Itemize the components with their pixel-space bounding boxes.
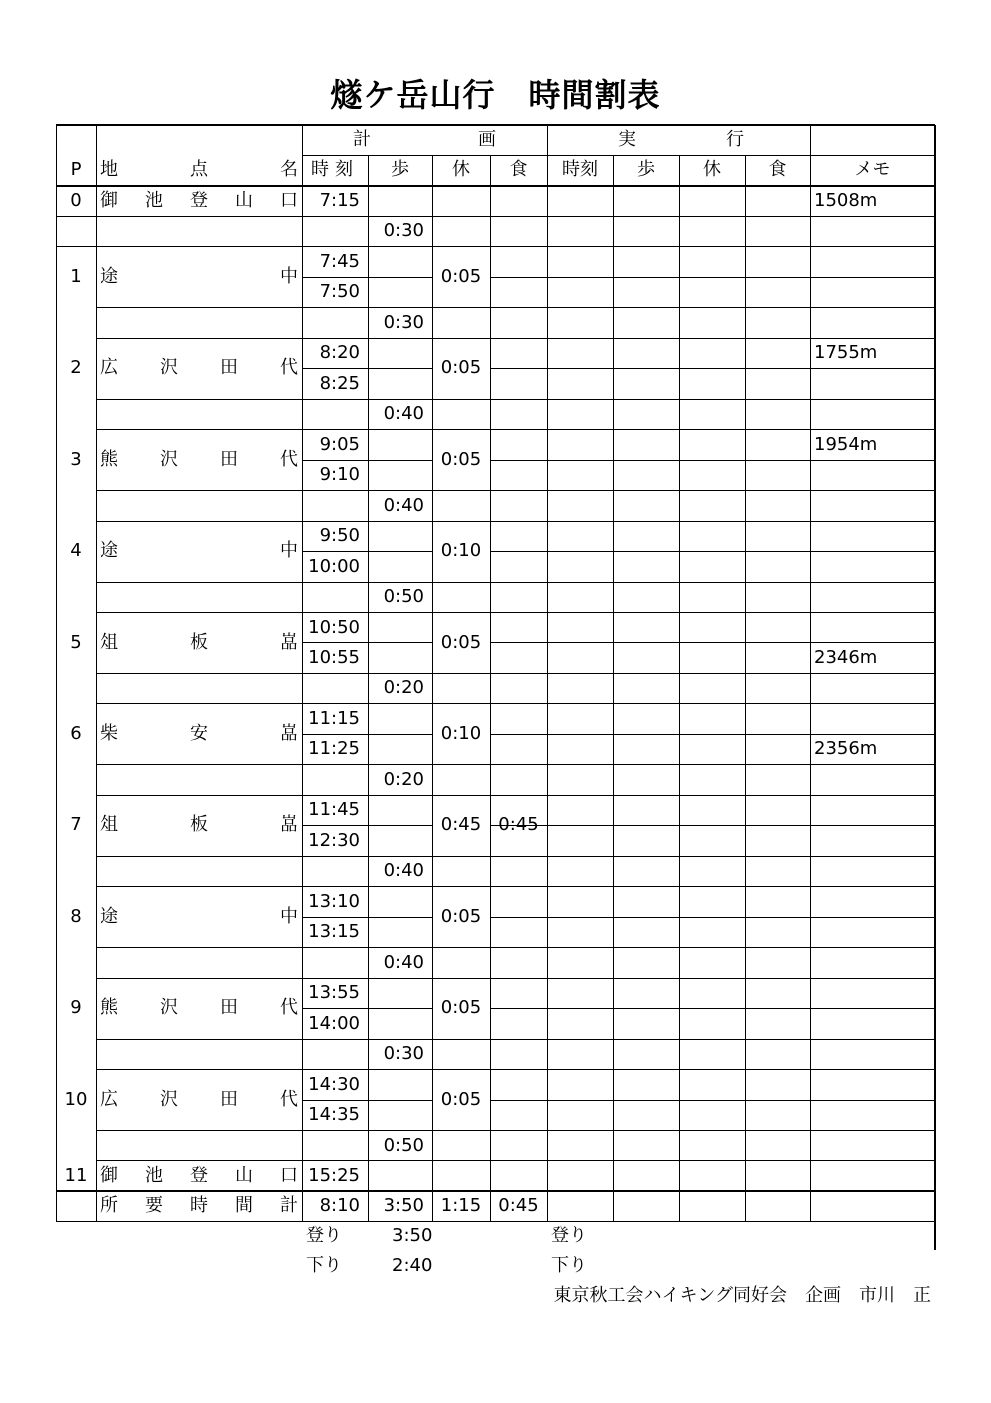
plan-time: 8:25 xyxy=(319,372,360,394)
row-line xyxy=(490,917,935,918)
point-place-name-char: 中 xyxy=(280,905,298,927)
plan-rest: 0:05 xyxy=(440,905,482,927)
col-header-actual-time: 時刻 xyxy=(562,159,598,181)
point-place-name-char: 田 xyxy=(220,448,238,470)
point-place-name-char: 池 xyxy=(145,1164,163,1186)
point-place-name-char: 板 xyxy=(190,814,208,836)
point-place-name xyxy=(96,430,302,491)
point-place-name-char: 代 xyxy=(280,448,298,470)
point-place-name-char: 田 xyxy=(220,1088,238,1110)
col-header-p: P xyxy=(70,159,82,181)
summary-up-value: 3:50 xyxy=(392,1225,433,1246)
point-place-name-char: 沢 xyxy=(160,1088,178,1110)
point-number: 0 xyxy=(70,189,82,211)
point-place-name-char: 口 xyxy=(280,189,298,211)
total-time: 8:10 xyxy=(319,1195,360,1217)
grid-line xyxy=(613,155,614,1221)
plan-food: 0:45 xyxy=(498,814,539,836)
col-header-actual-rest: 休 xyxy=(703,159,721,181)
point-place-name-char: 沢 xyxy=(160,997,178,1019)
point-place-name-char: 嵓 xyxy=(280,631,298,653)
memo-value: 1755m xyxy=(814,342,878,364)
plan-time: 14:35 xyxy=(308,1104,360,1126)
total-food: 0:45 xyxy=(498,1195,539,1217)
plan-time: 8:20 xyxy=(319,342,360,364)
point-place-name-char: 池 xyxy=(145,189,163,211)
grid-line xyxy=(745,155,746,1221)
col-header-walk: 歩 xyxy=(391,159,409,181)
plan-walk: 0:40 xyxy=(383,403,424,425)
point-place-name-char: 登 xyxy=(190,1164,208,1186)
summary-actual-up-label: 登り xyxy=(551,1225,587,1246)
plan-time: 7:45 xyxy=(319,250,360,272)
point-place-name xyxy=(96,521,302,582)
plan-time: 14:00 xyxy=(308,1012,360,1034)
grid-line xyxy=(810,125,811,1222)
col-header-actual-food: 食 xyxy=(768,159,787,181)
plan-header xyxy=(302,125,547,155)
plan-time: 9:05 xyxy=(319,433,360,455)
col-header-place-char: 名 xyxy=(280,159,298,181)
point-place-name-char: 熊 xyxy=(100,448,118,470)
plan-walk: 0:20 xyxy=(383,768,424,790)
point-place-name-char: 安 xyxy=(190,722,208,744)
point-place-name xyxy=(96,1070,302,1131)
plan-walk: 0:30 xyxy=(383,220,424,242)
plan-time: 9:10 xyxy=(319,464,360,486)
grid-line xyxy=(547,125,548,1222)
total-walk: 3:50 xyxy=(383,1195,424,1217)
plan-rest: 0:05 xyxy=(440,631,482,653)
plan-walk: 0:50 xyxy=(383,586,424,608)
plan-rest: 0:05 xyxy=(440,357,482,379)
summary-down-value: 2:40 xyxy=(392,1255,433,1276)
point-place-name-char: 熊 xyxy=(100,997,118,1019)
plan-rest: 0:05 xyxy=(440,997,482,1019)
point-place-name-char: 広 xyxy=(100,1088,118,1110)
grid-line xyxy=(679,155,680,1221)
point-place-name xyxy=(96,338,302,399)
plan-time: 12:30 xyxy=(308,829,360,851)
point-number: 2 xyxy=(70,357,82,379)
plan-time: 13:55 xyxy=(308,982,360,1004)
point-place-name-char: 口 xyxy=(280,1164,298,1186)
plan-time: 11:25 xyxy=(308,738,360,760)
point-number: 6 xyxy=(70,722,82,744)
plan-rest: 0:05 xyxy=(440,448,482,470)
point-place-name-char: 途 xyxy=(100,540,118,562)
total-label-char: 要 xyxy=(145,1195,163,1217)
point-number: 11 xyxy=(64,1164,88,1186)
summary-actual-down-label: 下り xyxy=(551,1255,587,1276)
plan-rest: 0:05 xyxy=(440,265,482,287)
point-number: 7 xyxy=(70,814,82,836)
point-place-name xyxy=(96,887,302,948)
plan-time: 10:55 xyxy=(308,646,360,668)
memo-value: 1954m xyxy=(814,433,878,455)
plan-rest: 0:05 xyxy=(440,1088,482,1110)
point-number: 9 xyxy=(70,997,82,1019)
plan-time: 10:50 xyxy=(308,616,360,638)
point-place-name-char: 代 xyxy=(280,997,298,1019)
row-line xyxy=(490,551,935,552)
point-place-name xyxy=(96,1161,302,1191)
point-number: 5 xyxy=(70,631,82,653)
plan-header-char: 画 xyxy=(478,129,496,150)
plan-walk: 0:30 xyxy=(383,311,424,333)
point-place-name-char: 代 xyxy=(280,1088,298,1110)
plan-header-char: 計 xyxy=(353,129,371,150)
point-place-name-char: 俎 xyxy=(100,814,118,836)
plan-time: 7:50 xyxy=(319,281,360,303)
col-header-rest: 休 xyxy=(452,159,470,181)
point-place-name-char: 俎 xyxy=(100,631,118,653)
plan-time: 11:15 xyxy=(308,707,360,729)
plan-time: 15:25 xyxy=(308,1164,360,1186)
plan-time: 13:10 xyxy=(308,890,360,912)
total-label-char: 計 xyxy=(280,1195,298,1217)
point-place-name-char: 沢 xyxy=(160,357,178,379)
point-place-name-char: 代 xyxy=(280,357,298,379)
col-header-memo: メモ xyxy=(854,159,891,181)
credit-line: 東京秋工会ハイキング同好会 企画 市川 正 xyxy=(553,1285,931,1306)
plan-time: 9:50 xyxy=(319,525,360,547)
row-line xyxy=(490,1100,935,1101)
col-header-food: 食 xyxy=(509,159,528,181)
page-title: 燧ケ岳山行 時間割表 xyxy=(330,76,661,114)
plan-walk: 0:40 xyxy=(383,494,424,516)
plan-rest: 0:10 xyxy=(440,540,482,562)
plan-time: 14:30 xyxy=(308,1073,360,1095)
point-place-name-char: 田 xyxy=(220,997,238,1019)
memo-value: 1508m xyxy=(814,189,878,211)
memo-value: 2346m xyxy=(814,646,878,668)
plan-time: 13:15 xyxy=(308,921,360,943)
plan-time: 10:00 xyxy=(308,555,360,577)
point-place-name-char: 柴 xyxy=(100,722,118,744)
point-place-name xyxy=(96,247,302,308)
point-place-name xyxy=(96,186,302,216)
col-header-actual-walk: 歩 xyxy=(637,159,655,181)
summary-down-label: 下り xyxy=(306,1255,342,1276)
col-header-place-char: 点 xyxy=(190,159,208,181)
point-place-name-char: 広 xyxy=(100,357,118,379)
total-rest: 1:15 xyxy=(440,1195,482,1217)
total-label xyxy=(96,1191,302,1221)
grid-line xyxy=(490,155,491,1221)
total-label-char: 所 xyxy=(100,1195,118,1217)
point-place-name-char: 中 xyxy=(280,540,298,562)
point-place-name-char: 山 xyxy=(235,1164,253,1186)
row-line xyxy=(490,1008,935,1009)
actual-header-char: 行 xyxy=(726,129,744,150)
point-place-name-char: 中 xyxy=(280,265,298,287)
plan-walk: 0:40 xyxy=(383,860,424,882)
summary-up-label: 登り xyxy=(306,1225,342,1246)
plan-walk: 0:50 xyxy=(383,1134,424,1156)
point-place-name xyxy=(96,704,302,765)
point-number: 1 xyxy=(70,265,82,287)
point-place-name xyxy=(96,978,302,1039)
plan-rest: 0:45 xyxy=(440,814,482,836)
point-number: 8 xyxy=(70,905,82,927)
plan-walk: 0:40 xyxy=(383,951,424,973)
point-place-name-char: 田 xyxy=(220,357,238,379)
point-place-name-char: 嵓 xyxy=(280,814,298,836)
plan-rest: 0:10 xyxy=(440,722,482,744)
point-place-name-char: 途 xyxy=(100,905,118,927)
point-place-name-char: 山 xyxy=(235,189,253,211)
point-place-name-char: 嵓 xyxy=(280,722,298,744)
col-header-place-char: 地 xyxy=(100,159,118,181)
row-line xyxy=(490,277,935,278)
point-place-name xyxy=(96,795,302,856)
row-line xyxy=(490,825,935,826)
col-header-place xyxy=(96,155,302,185)
point-place-name-char: 沢 xyxy=(160,448,178,470)
plan-time: 7:15 xyxy=(319,189,360,211)
point-number: 4 xyxy=(70,540,82,562)
plan-time: 11:45 xyxy=(308,799,360,821)
plan-walk: 0:30 xyxy=(383,1043,424,1065)
plan-walk: 0:20 xyxy=(383,677,424,699)
point-place-name-char: 登 xyxy=(190,189,208,211)
point-number: 3 xyxy=(70,448,82,470)
right-border xyxy=(934,125,936,1250)
total-label-char: 時 xyxy=(190,1195,208,1217)
actual-header-char: 実 xyxy=(618,129,636,150)
memo-value: 2356m xyxy=(814,738,878,760)
col-header-time: 時刻 xyxy=(311,159,359,181)
point-place-name-char: 御 xyxy=(100,189,118,211)
point-number: 10 xyxy=(64,1088,88,1110)
point-place-name-char: 御 xyxy=(100,1164,118,1186)
total-label-char: 間 xyxy=(235,1195,253,1217)
point-place-name xyxy=(96,613,302,674)
point-place-name-char: 板 xyxy=(190,631,208,653)
point-place-name-char: 途 xyxy=(100,265,118,287)
